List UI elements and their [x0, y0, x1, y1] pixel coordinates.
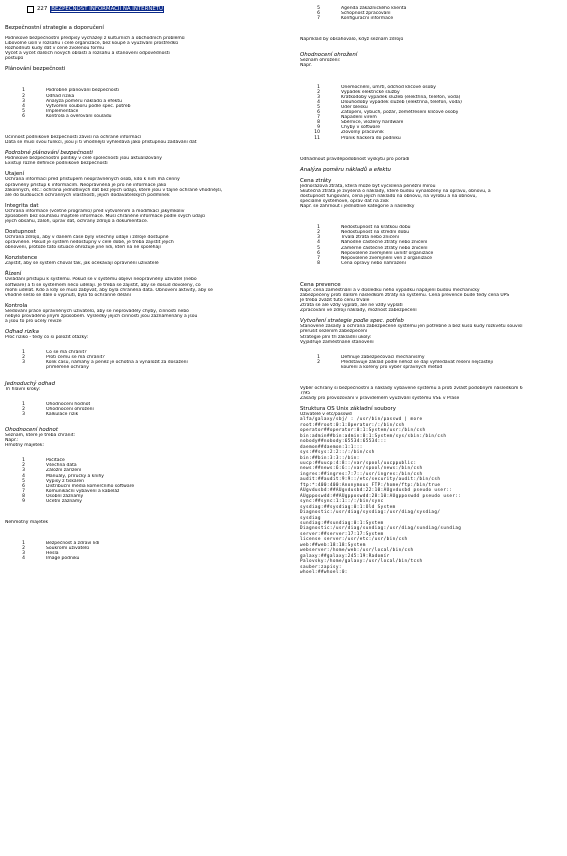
section-title: Plánování bezpečnosti — [5, 66, 66, 73]
list-item: 2 Odhad rizika — [22, 93, 75, 99]
text-line: Strategie plní tři základní úkoly: — [300, 334, 372, 340]
list-item: 1 Onemocnění, úmrtí, odchod klíčové osoby — [317, 84, 436, 90]
list-item: 7 Konfigurační informace — [317, 16, 394, 22]
section-title: Utajení — [5, 171, 25, 178]
list-item: 1 Ohodnocení hodnot — [22, 401, 91, 407]
text-line: Jednorázová ztráta, která může být vyčíslena peněžní mírou — [300, 183, 436, 189]
text-line: Skutečná ztráta je zvýšená o náklady, které budou vynaloženy na opravu, obnovu, a — [300, 188, 491, 194]
list-item: 4 Image podniku — [22, 556, 80, 562]
section-title: Podrobné plánování bezpečnosti — [5, 150, 93, 157]
numbered-list — [5, 402, 281, 417]
code-line: sync:##sync:1:1::/:/bin/sync — [300, 499, 384, 505]
section-title: Jednoduchý odhad — [5, 380, 56, 387]
text-line: 7/95 — [300, 391, 311, 397]
text-line: Tři hlavní kroky: — [5, 386, 41, 392]
code-line: galaxy:##galaxy:245:19:Radomír — [300, 553, 390, 559]
section-title: Struktura OS Unix základní soubory — [300, 406, 396, 413]
numbered-list — [5, 541, 281, 561]
list-item: 2 Výpadek elektrické služby — [317, 89, 400, 95]
text-line: dostupnost fungování, cena jejích nákladů na obnovu, na výrobu a na obnovu, — [300, 193, 477, 199]
list-item: 3 Hesla — [22, 551, 59, 557]
text-line: Podnikové bezpečnostní politiky v celé společnosti jsou aktualizovány — [5, 156, 162, 162]
code-line: Diagnostic:/usr/diag/sysdiag:/usr/diag/sysdiag/ — [300, 510, 441, 516]
section-title: Cena prevence — [300, 281, 341, 288]
list-item: 5 Záměrné částečné ztráty nebo zničení — [317, 245, 428, 251]
text-line: Zajistit, aby se systém choval tak, jak očekávají oprávnění uživatelé — [5, 261, 159, 267]
list-item: 8 Osobní záznamy — [22, 493, 84, 499]
section-title: Ohodnocení hodnot — [5, 426, 58, 433]
text-line: Libovolné úsilí v rozsahu i celé organizace, bez koupě a využívání prostředků — [5, 41, 179, 47]
text-line: speciálně systémové, oprav dat na zisk — [300, 198, 389, 204]
list-item: 2 Ohodnocení ohrožení — [22, 406, 94, 412]
text-line: Existují různé definice podnikové bezpečnosti — [5, 161, 108, 167]
text-line: Hmotný majetek: — [5, 443, 45, 449]
text-line: nebylo prováděno jiným způsobem. Výsledky jejich činnosti jsou zaznamenány a jsou — [5, 313, 198, 319]
left-column — [5, 6, 281, 562]
text-line: Ochrana informace (včetně programů) před vytvořením a modifikací jakýmkoliv — [5, 208, 185, 214]
numbered-list — [300, 355, 562, 370]
text-line: mohli udělat. Kdo a kdy se musí zabývat, aby byla chráněna data. Obnovení aktivity, aby se — [5, 287, 213, 293]
code-line: uucp:##uucp:4:8::/var/spool/uucppublic: — [300, 461, 417, 467]
section-title: Kontrola — [5, 302, 28, 309]
code-line: ingres:##ingres:7:7::/usr/ingres:/bin/csh — [300, 471, 423, 477]
code-line: sysdiag:##sysdiag:0:1:Old System — [300, 504, 396, 510]
list-item: 2 Nedostupnost na střední dobu — [317, 230, 410, 236]
list-item: 1 Nedostupnost na krátkou dobu — [317, 225, 411, 231]
list-item: 9 Chyby v software — [317, 125, 381, 131]
section-text — [5, 36, 281, 61]
text-line: jejich obsahu, záloh, úprav dat, ochrany zdrojů a dokumentace. — [5, 218, 149, 224]
text-line: Seznam, které je třeba chránit: — [5, 432, 76, 438]
text-line: Ochrana zdrojů, aby v daném čase byly všechny údaje i zdroje dostupné — [5, 235, 169, 241]
code-line: ftp:*:400:400:Anonymous FTP:/home/ftp:/bin/true — [300, 482, 441, 488]
section-title: Integrita dat — [5, 202, 39, 209]
text-line: Např. se zahrnout i jednotlivé kategorie a následky — [300, 204, 415, 210]
page-number: 227 — [37, 6, 48, 12]
list-item: 1 Podrobné plánování bezpečnosti — [22, 88, 120, 94]
list-item: 3 Trvalá ztráta nebo zničení — [317, 235, 399, 241]
text-line: obnovení, protože tato situace ohrožuje jiné lidi, kteří na ně spoléhají — [5, 245, 161, 251]
text-line: Výčet a výčet dalších nových oblastí a rozsahu a stanovení odpovědnosti — [5, 51, 170, 57]
code-line: bin:admin##bin:admin:0:1:System/sys/sbin:/bin/csh — [300, 433, 447, 439]
right-column — [300, 6, 562, 576]
code-line: bin:##bin:3:3::/bin: — [300, 455, 360, 461]
text-line: Uživatelé v etc/passwd — [300, 412, 352, 418]
code-line: web:##web:18:18:System — [300, 542, 366, 548]
numbered-list — [300, 225, 562, 266]
list-item: 5 Úder blesku — [317, 104, 368, 110]
list-item: 8 Cena opravy nebo nahrazení — [317, 260, 406, 266]
page-header — [5, 6, 281, 13]
list-item: 6 Nepovolené zveřejnění uvnitř organizace — [317, 250, 434, 256]
list-item: 3 Kolik času, námahy a peněz je ochotna a vynaložit za dosažení — [22, 360, 188, 366]
list-item: 9 Účetní záznamy — [22, 498, 82, 504]
page-title-link[interactable]: BEZPEČNOSŤ INFORMÁCIÍ NA INTERNETU — [51, 6, 164, 12]
code-line: audit:##audit:9:9::/etc/security/audit:/bin/csh — [300, 477, 441, 483]
code-line: webserver:/home/web:/usr/local/bin/csh — [300, 548, 414, 554]
numbered-list — [300, 85, 562, 141]
list-item: 3 Kalkulace rizik — [22, 411, 79, 417]
text-line: přerušit sezením zabezpečení — [300, 329, 368, 335]
list-item: 5 Agenda zákaznického klienta — [317, 6, 407, 11]
code-line: news:##news:6:6::/var/spool/news:/bin/csh — [300, 466, 423, 472]
list-item: 6 Schopnost zpracování — [317, 11, 391, 17]
text-line: Data se musí svou funkcí, jsou ji ti vhodnější vyhledává jako přístupnou zadávání dat — [5, 140, 197, 146]
text-line: vhodně sešlo se dále o vypnutí, byla to ochranné dělání — [5, 292, 131, 298]
section-title: Analýza poměru nákladů a efektu — [300, 166, 391, 173]
text-line: Účinnost podnikové bezpečnosti závisí na ochraně informací — [5, 135, 142, 141]
text-line: Např. — [300, 63, 312, 69]
list-item: 10 Zlovolný pracovník — [314, 130, 384, 136]
text-line: Např. cena zaměstnání a v důsledku něho výpadku napájení budou mechanicky — [300, 287, 480, 293]
code-line: daemon##daemon:1:1::: — [300, 444, 363, 450]
code-listing — [300, 417, 562, 575]
text-line: oprávněné. Pokud je systém nedostupný v celé době, je třeba zajistit jejich — [5, 240, 174, 246]
text-line: Výběr ochrany si bezpečnostní a náklady vybavené systému a proti zvlášť podobným následkům 6 — [300, 386, 523, 392]
numbered-list — [5, 88, 281, 119]
code-line: Diagnostic:/usr/diag/sundiag:/usr/diag/sundiag/sundiag — [300, 526, 462, 532]
code-line: Palovsky:/home/galaxy:/usr/local/bin/tcsh — [300, 559, 423, 565]
code-line: sundiag:##sundiag:0:1:System — [300, 521, 384, 527]
numbered-list — [300, 6, 562, 21]
section-title: Dostupnost — [5, 229, 36, 236]
text-line: oprávněný přístup k informacím. Neoprávněná je pro ně informace jako — [5, 182, 167, 188]
section-title: Řízení — [5, 271, 22, 278]
list-item: 7 Nepovolené zveřejnění ven z organizace — [317, 255, 433, 261]
section-title: Vytvoření strategie podle spec. potřeb — [300, 318, 404, 325]
text-line: zabezpečeny proti dalším následkům ztráty na systému. Cena prevence bude tedy cena UPS — [300, 293, 510, 298]
list-item: 5 Implementace — [22, 108, 79, 114]
text-line: Rozhodnutí kudy dát v ceně zvolenou formu — [5, 46, 105, 52]
code-line: alfa/galaxy/sbj/ : /usr/bin/passwd | more — [300, 417, 423, 423]
code-line: sauber:zapisy: — [300, 564, 342, 570]
list-item: kouření a kořeny pro výběr správných metod — [341, 364, 443, 370]
list-item: 4 Náhodné částečné ztráty nebo zničení — [317, 240, 428, 246]
list-item: 1 Počítače — [22, 458, 65, 464]
text-line: Odhadnout pravděpodobnost výskytu pro pořadí — [300, 156, 410, 162]
list-item: 7 Komunikační vybavení a kabeláž — [22, 488, 120, 494]
code-line: sys:##sys:2:2::/:/bin/csh — [300, 450, 375, 456]
text-line: Proč riziko - tedy co si položit otázky: — [5, 335, 88, 341]
list-item: 6 Kontrola a ověřování souladu — [22, 113, 112, 119]
code-line: operator##operator:0:1:System/usr:/bin/csh — [300, 428, 426, 434]
section-title: Konzistence — [5, 255, 38, 262]
list-item: 2 Všechna data — [22, 463, 77, 469]
text-line: a jsou to pro účely revize — [5, 319, 62, 324]
text-line: způsobem bez souhlasu majitele informace. Musí chráněné informace podle svých údajů — [5, 213, 205, 219]
list-item: 4 Manuály, příručky a knihy — [22, 473, 104, 479]
text-line: software) a ti se systémem něco udělají. Je třeba se zajistit, aby se dosud dovoleny, co — [5, 282, 201, 288]
text-line: Zásady pro provozování v pravidelném využívání systému VSE v Prase — [300, 396, 460, 402]
numbered-list — [5, 350, 281, 370]
list-item: 2 Soukromí uživatelů — [22, 546, 90, 552]
code-line: whoel:##whoel:0: — [300, 570, 348, 576]
text-line: Seznam ohrožení: — [300, 58, 341, 64]
text-line: Podnikové bezpečnostní předpisy vycházejí z kulturních a obchodních problémů — [5, 36, 185, 41]
code-line: nobody##nobody:65534:65534::: — [300, 439, 387, 445]
list-item: 7 Napadení virem — [317, 115, 377, 121]
text-line: Je třeba zvážit tuto cenu trvale — [300, 298, 370, 304]
text-line: Například by obsahovalo, když seznam zdrojů — [300, 37, 404, 43]
list-item: 5 Výpisy z tiskáren — [22, 478, 84, 484]
list-item: 2 Proti čemu se má chránit? — [22, 355, 105, 361]
list-item: 4 Vytvoření souboru podle spec. potřeb — [22, 103, 131, 109]
code-line: root:##root:0:1:Operator:/:/bin/csh — [300, 422, 405, 428]
section-title: Bezpečnostní strategie a doporučení — [5, 25, 104, 31]
text-line: Ochrana informací před přístupem neoprávněných osob, kdo k nim má cenný — [5, 177, 180, 183]
text-line: Ovládání přístupu k systému. Pokud se v systému objeví neoprávněný uživatel (nebo — [5, 277, 197, 283]
checkbox-icon — [27, 6, 34, 13]
list-item: 8 Sběrnice, vložený hardware — [317, 120, 404, 126]
list-item: 1 Co se má chránit? — [22, 350, 87, 356]
list-item: 6 Distribuční média komerčního software — [22, 483, 135, 489]
list-item: 3 Analýza poměru nákladů a efektu — [22, 98, 122, 104]
text-line: Zpracování ve zdroji náklady, možnost zabezpečení — [300, 308, 417, 314]
text-line: zákonných, etc.: ochrana jednotlivých dat bez jejich údajů, které jsou v tajné ochraně vhodnější, — [5, 187, 223, 193]
code-line: AUgpposwdd:##AUgpposwdd:28:10:AUgpposwdd pseudo user:: — [300, 493, 462, 499]
text-line: postupů — [5, 56, 24, 62]
code-line: AUgvdusbd:##AUgvdusbd:22:10:AUgvdusbd pseudo user:: — [300, 488, 453, 494]
list-item: 1 Definuje zabezpečovací mechanismy — [317, 354, 425, 360]
numbered-list — [5, 458, 281, 504]
section-title: Nehmotný majetek — [5, 520, 49, 526]
list-item: 11 Průnik hackera do podniku — [314, 135, 401, 141]
code-line: server:##server:17:17:System — [300, 531, 384, 537]
section-title: Ohodnocení ohrožení — [300, 52, 358, 59]
text-line: Vyjadřuje zaměstnané stanovení — [300, 339, 374, 345]
list-item: 3 Krátkodobý výpadek služeb (elektřina, telefon, voda) — [317, 94, 461, 100]
list-item: 2 Představuje základ podle něhož se dají vyhledávat řešení nejčastěji — [317, 359, 493, 365]
list-item: přiměřené ochrany — [46, 365, 89, 371]
list-item: 3 Záložní zařízení — [22, 468, 82, 474]
code-line: sysdiag — [300, 515, 321, 521]
text-line: Sledování práce oprávněných uživatelů, aby se neprováděly chyby, činnosti nebo — [5, 308, 189, 314]
text-line: ale do budoucích ochranných vlastností, jejich dodavatelských podmínek — [5, 192, 170, 198]
section-title: Cena ztráty — [300, 177, 332, 184]
list-item: 6 Zatopení, výbuch, požár, zemětřesení klíčové osoby — [317, 110, 459, 116]
list-item: 1 Bezpečnost a zdraví lidí — [22, 541, 100, 547]
list-item: 4 Dlouhodobý výpadek služeb (elektřina, telefon, voda) — [317, 99, 462, 105]
text-line: Stanovené zásady a ochrana zabezpečené systému jen potřebné a bez kusů kudy rozkvětu souvisí — [300, 324, 523, 330]
code-line: license server:/usr/etc:/usr/bin/csh — [300, 537, 408, 543]
text-line: Ztráta se ale vždy vyplatí, ale ne vždy vyplatí — [300, 303, 403, 309]
section-title: Odhad rizika — [5, 329, 39, 336]
text-line: Např.: — [5, 438, 19, 444]
